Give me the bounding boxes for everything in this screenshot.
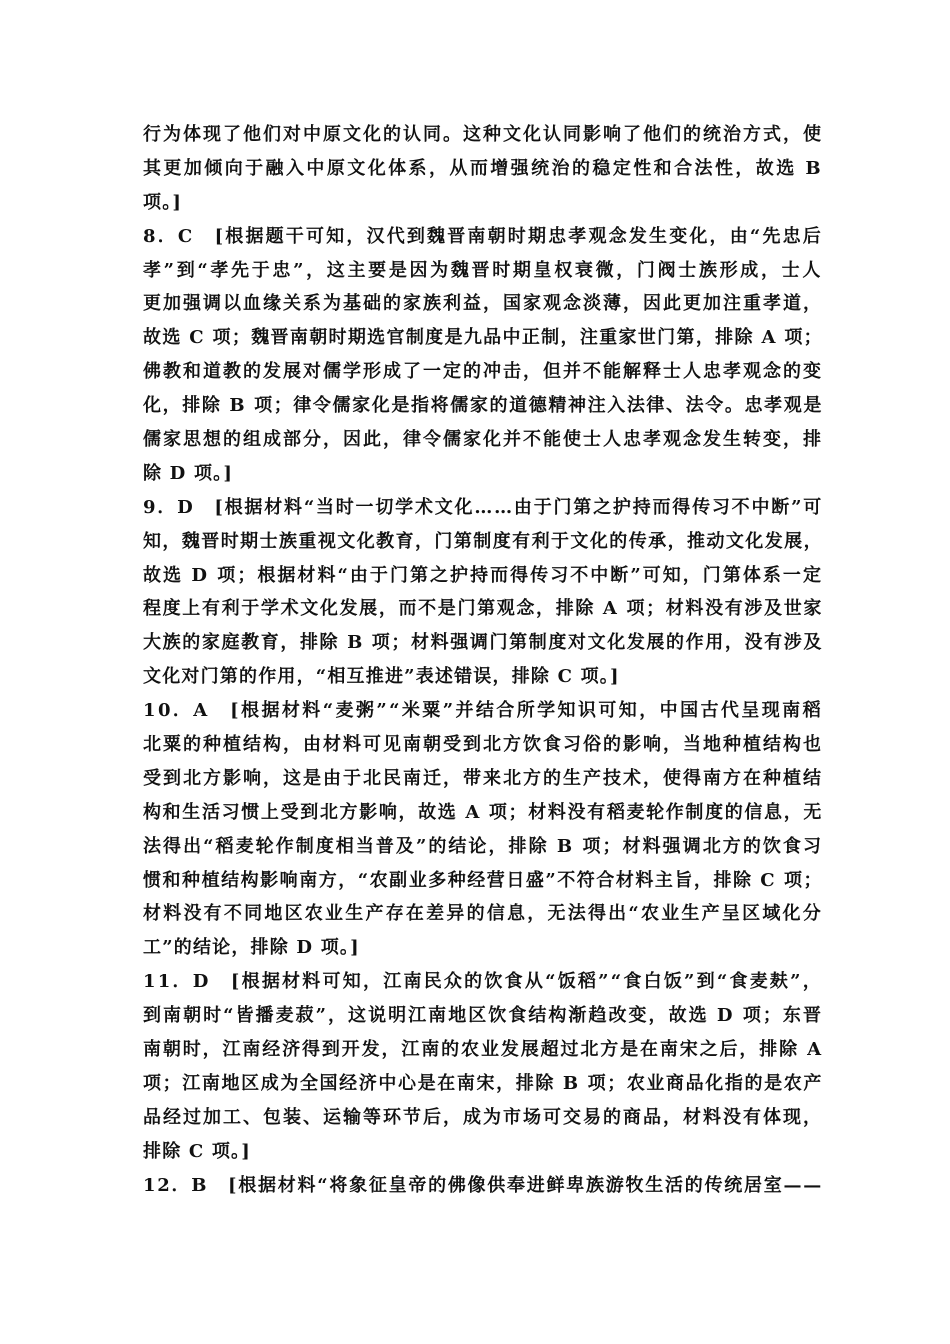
text-line: 10．A [根据材料“麦粥”“米粟”并结合所学知识可知，中国古代呈现南稻 <box>143 700 823 722</box>
text-line: 知，魏晋时期士族重视文化教育，门第制度有利于文化的传承，推动文化发展， <box>143 530 824 552</box>
text-line: 材料没有不同地区农业生产存在差异的信息，无法得出“农业生产呈区域化分 <box>143 903 823 925</box>
answer-explanation-text <box>143 118 823 1203</box>
text-line: 南朝时，江南经济得到开发，江南的农业发展超过北方是在南宋之后，排除 A <box>143 1039 823 1061</box>
text-line: 更加强调以血缘关系为基础的家族利益，国家观念淡薄，因此更加注重孝道， <box>143 293 823 315</box>
text-line: 品经过加工、包装、运输等环节后，成为市场可交易的商品，材料没有体现， <box>143 1106 823 1128</box>
text-line: 北粟的种植结构，由材料可见南朝受到北方饮食习俗的影响，当地种植结构也 <box>143 734 823 756</box>
text-line: 化，排除 B 项；律令儒家化是指将儒家的道德精神注入法律、法令。忠孝观是 <box>143 395 823 417</box>
text-line: 受到北方影响，这是由于北民南迁，带来北方的生产技术，使得南方在种植结 <box>143 767 823 789</box>
text-line: 构和生活习惯上受到北方影响，故选 A 项；材料没有稻麦轮作制度的信息，无 <box>143 801 824 823</box>
text-line: 法得出“稻麦轮作制度相当普及”的结论，排除 B 项；材料强调北方的饮食习 <box>143 835 823 857</box>
text-line: 12．B [根据材料“将象征皇帝的佛像供奉进鲜卑族游牧生活的传统居室—— <box>143 1174 823 1196</box>
text-line: 故选 D 项；根据材料“由于门第之护持而得传习不中断”可知，门第体系一定 <box>143 564 823 586</box>
text-line: 行为体现了他们对中原文化的认同。这种文化认同影响了他们的统治方式，使 <box>143 124 823 145</box>
text-line: 到南朝时“皆播麦菽”，这说明江南地区饮食结构渐趋改变，故选 D 项；东晋 <box>143 1005 823 1027</box>
text-line: 其更加倾向于融入中原文化体系，从而增强统治的稳定性和合法性，故选 B <box>143 157 823 179</box>
text-line: 孝”到“孝先于忠”，这主要是因为魏晋时期皇权衰微，门阀士族形成，士人 <box>143 259 824 281</box>
text-line: 11．D [根据材料可知，江南民众的饮食从“饭稻”“食白饭”到“食麦麸”， <box>143 971 823 993</box>
text-line: 程度上有利于学术文化发展，而不是门第观念，排除 A 项；材料没有涉及世家 <box>143 598 824 620</box>
text-line: 项。] <box>143 191 183 213</box>
text-line: 除 D 项。] <box>143 462 234 484</box>
text-line: 惯和种植结构影响南方，“农副业多种经营日盛”不符合材料主旨，排除 C 项； <box>143 869 823 891</box>
text-line: 项；江南地区成为全国经济中心是在南宋，排除 B 项；农业商品化指的是农产 <box>143 1072 823 1094</box>
text-line: 大族的家庭教育，排除 B 项；材料强调门第制度对文化发展的作用，没有涉及 <box>143 632 823 654</box>
text-line: 佛教和道教的发展对儒学形成了一定的冲击，但并不能解释士人忠孝观念的变 <box>143 361 823 383</box>
text-line: 故选 C 项；魏晋南朝时期选官制度是九品中正制，注重家世门第，排除 A 项； <box>143 327 824 349</box>
text-line: 9．D [根据材料“当时一切学术文化……由于门第之护持而得传习不中断”可 <box>143 496 824 518</box>
text-line: 8．C [根据题干可知，汉代到魏晋南朝时期忠孝观念发生变化，由“先忠后 <box>143 225 823 247</box>
text-line: 儒家思想的组成部分，因此，律令儒家化并不能使士人忠孝观念发生转变，排 <box>143 429 823 451</box>
text-line: 文化对门第的作用，“相互推进”表述错误，排除 C 项。] <box>143 666 620 688</box>
text-line: 工”的结论，排除 D 项。] <box>143 937 360 959</box>
text-line: 排除 C 项。] <box>143 1140 251 1162</box>
